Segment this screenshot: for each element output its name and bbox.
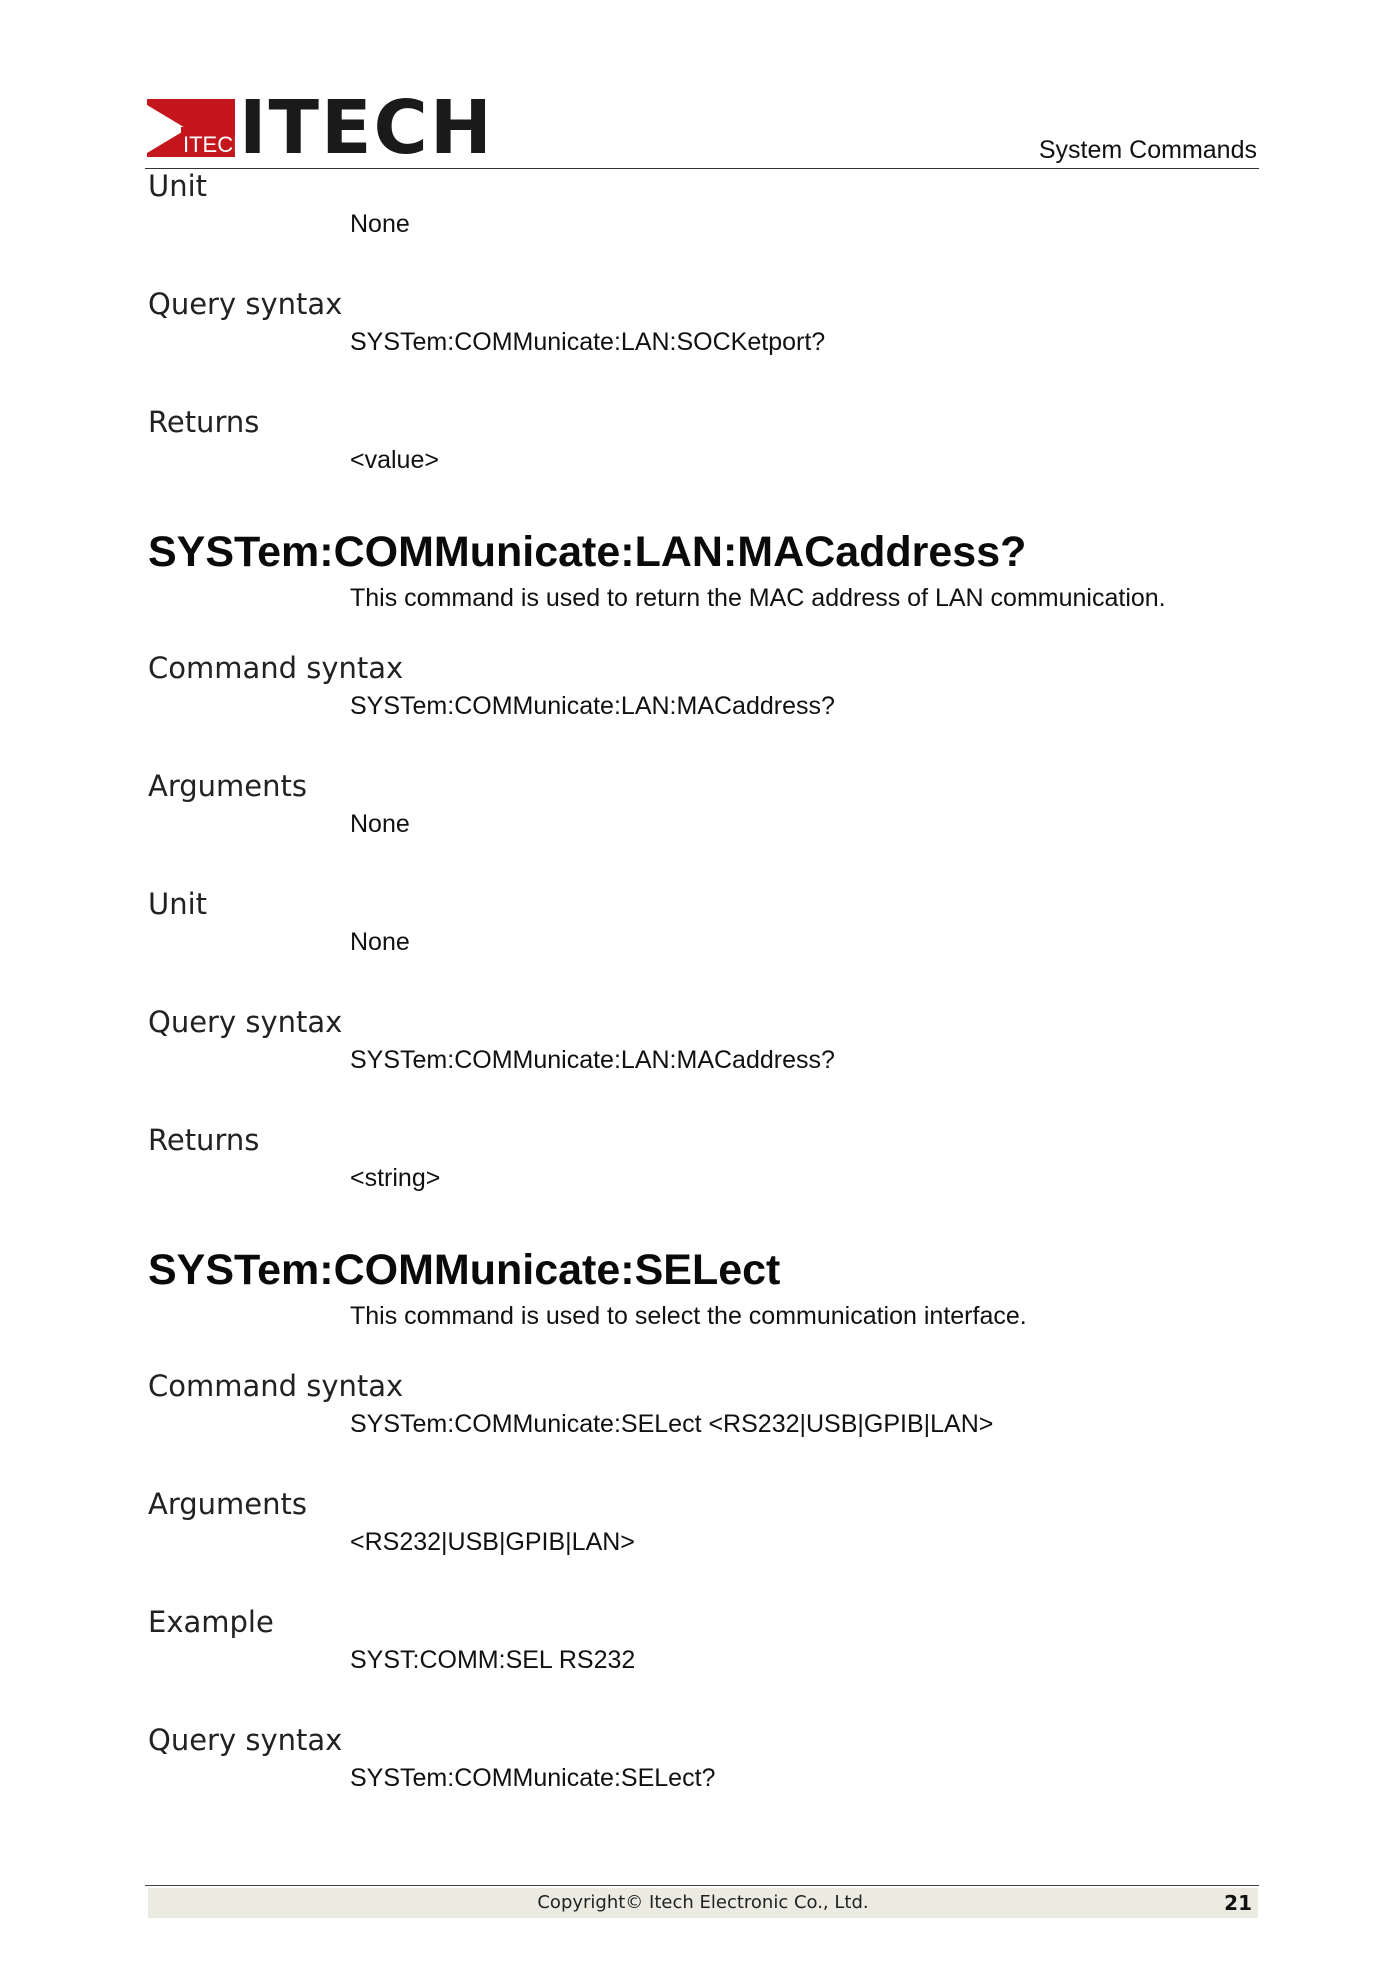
returns-label: Returns (148, 1123, 260, 1157)
command-syntax-value: SYSTem:COMMunicate:LAN:MACaddress? (350, 692, 835, 720)
section-heading-select: SYSTem:COMMunicate:SELect (148, 1246, 781, 1294)
query-syntax-label: Query syntax (148, 287, 343, 321)
page-header (147, 85, 1257, 171)
logo-wordmark: ITECH (239, 85, 494, 171)
arguments-label: Arguments (148, 769, 307, 803)
itech-logo-mark (147, 99, 249, 157)
unit-label: Unit (148, 887, 208, 921)
unit-value: None (350, 210, 410, 238)
arguments-value: None (350, 810, 410, 838)
section-description: This command is used to select the communication interface. (350, 1302, 1027, 1330)
query-syntax-value: SYSTem:COMMunicate:SELect? (350, 1764, 716, 1792)
query-syntax-value: SYSTem:COMMunicate:LAN:MACaddress? (350, 1046, 835, 1074)
command-syntax-label: Command syntax (148, 651, 404, 685)
arguments-label: Arguments (148, 1487, 307, 1521)
example-label: Example (148, 1605, 274, 1639)
unit-label: Unit (148, 169, 208, 203)
section-heading-macaddress: SYSTem:COMMunicate:LAN:MACaddress? (148, 528, 1027, 576)
page-footer (148, 1888, 1258, 1918)
section-title: System Commands (1038, 136, 1257, 164)
returns-label: Returns (148, 405, 260, 439)
query-syntax-value: SYSTem:COMMunicate:LAN:SOCKetport? (350, 328, 826, 356)
footer-divider (145, 1885, 1259, 1886)
example-value: SYST:COMM:SEL RS232 (350, 1646, 636, 1674)
unit-value: None (350, 928, 410, 956)
query-syntax-label: Query syntax (148, 1723, 343, 1757)
logo-badge-text: ITECH (183, 132, 249, 157)
arguments-value: <RS232|USB|GPIB|LAN> (350, 1528, 635, 1556)
page-body (148, 166, 1258, 1796)
returns-value: <string> (350, 1164, 441, 1192)
returns-value: <value> (350, 446, 439, 474)
page-number: 21 (1224, 1891, 1252, 1915)
footer-copyright: Copyright© Itech Electronic Co., Ltd. (537, 1892, 869, 1913)
section-description: This command is used to return the MAC address of LAN communication. (350, 584, 1166, 612)
query-syntax-label: Query syntax (148, 1005, 343, 1039)
command-syntax-label: Command syntax (148, 1369, 404, 1403)
itech-logo (147, 85, 494, 171)
command-syntax-value: SYSTem:COMMunicate:SELect <RS232|USB|GPIB|LAN> (350, 1410, 994, 1438)
